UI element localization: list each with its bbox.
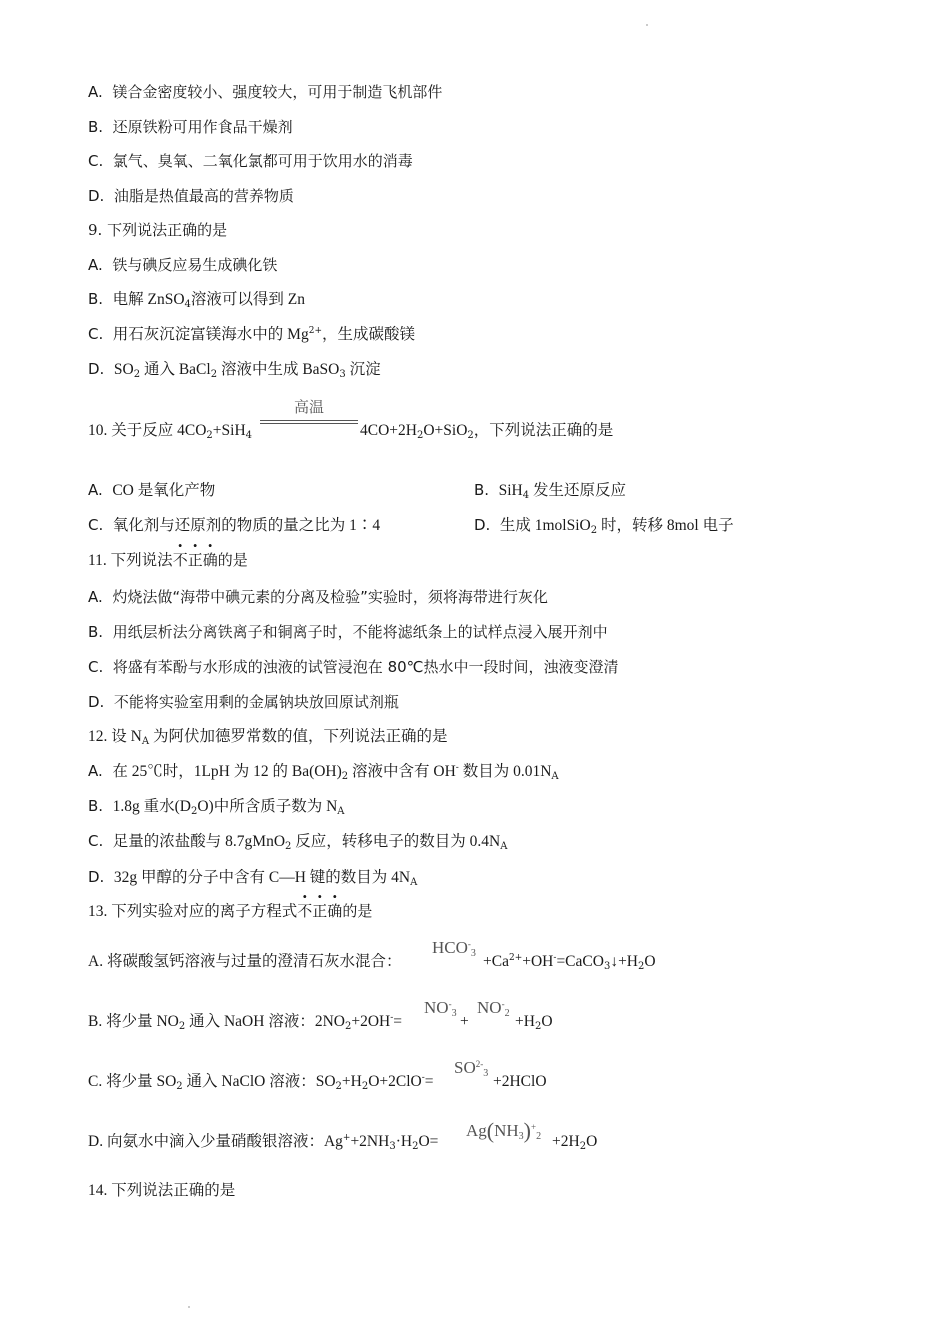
q8-option-a bbox=[88, 82, 442, 102]
option-text: 还原铁粉可用作食品干燥剂 bbox=[112, 118, 293, 136]
question-stem: 10. 关于反应 4CO bbox=[88, 422, 207, 439]
option-text: A. 将碳酸氢钙溶液与过量的澄清石灰水混合： bbox=[88, 953, 402, 970]
option-text: + bbox=[460, 1013, 469, 1030]
ion-symbol: HCO bbox=[432, 938, 468, 957]
ion-symbol: NH bbox=[494, 1121, 519, 1140]
q8-option-b bbox=[88, 117, 293, 137]
subscript: 2 bbox=[412, 1141, 419, 1152]
q12-stem bbox=[88, 726, 447, 747]
subscript: 3 bbox=[389, 1141, 396, 1152]
subscript: 2 bbox=[210, 369, 218, 380]
option-text: SiH bbox=[498, 482, 523, 499]
subscript: 2 bbox=[344, 1021, 352, 1032]
option-letter: D. bbox=[88, 868, 105, 886]
option-letter: B. bbox=[88, 118, 104, 136]
ion-no3 bbox=[424, 998, 457, 1018]
option-text: 将盛有苯酚与水形成的浊液的试管浸泡在 80℃热水中一段时间，浊液变澄清 bbox=[112, 658, 619, 676]
superscript: 2- bbox=[475, 1059, 484, 1069]
option-letter: B. bbox=[88, 290, 104, 308]
question-stem: +SiH bbox=[212, 422, 246, 439]
option-text: O bbox=[644, 953, 656, 970]
q13-stem bbox=[88, 901, 372, 922]
option-text: B. 将少量 NO bbox=[88, 1013, 179, 1030]
subscript: 2 bbox=[361, 1081, 369, 1092]
ion-symbol: NO bbox=[477, 998, 502, 1017]
option-text: +2H bbox=[552, 1133, 580, 1150]
option-text: O)中所含质子数为 N bbox=[197, 798, 338, 815]
page-mark-bottom bbox=[188, 1306, 190, 1308]
q13-option-a bbox=[88, 951, 401, 972]
option-text: 灼烧法做“海带中碘元素的分离及检验”实验时，须将海带进行灰化 bbox=[112, 588, 548, 606]
page-mark-top bbox=[646, 24, 648, 26]
option-text: 溶液中生成 BaSO bbox=[217, 361, 340, 378]
option-text: 生成 1molSiO bbox=[499, 517, 591, 534]
option-text: ↓+H bbox=[610, 953, 638, 970]
subscript: A bbox=[500, 841, 508, 852]
superscript: - bbox=[467, 939, 471, 949]
option-text: 反应，转移电子的数目为 0.4N bbox=[291, 833, 501, 850]
subscript: 3 bbox=[451, 1008, 457, 1019]
ion-silver-ammonia bbox=[466, 1118, 541, 1144]
option-letter: B. bbox=[474, 481, 490, 499]
ion-hco3 bbox=[432, 938, 476, 958]
option-letter: C. bbox=[88, 152, 104, 170]
q9-option-b bbox=[88, 289, 305, 310]
option-text: 1.8g 重水(D bbox=[112, 798, 191, 815]
option-text: 足量的浓盐酸与 8.7gMnO bbox=[112, 833, 286, 850]
emphasis-char: 确 bbox=[327, 902, 343, 920]
q13-option-b bbox=[88, 1011, 402, 1032]
paren-right: ) bbox=[523, 1118, 531, 1143]
option-text: = bbox=[393, 1013, 403, 1030]
subscript: 2 bbox=[285, 841, 292, 852]
subscript: 2 bbox=[590, 525, 598, 536]
subscript: 4 bbox=[245, 430, 253, 441]
option-letter: A. bbox=[88, 256, 103, 274]
question-stem: O+SiO bbox=[423, 422, 468, 439]
option-text: 铁与碘反应易生成碘化铁 bbox=[112, 256, 278, 274]
option-text: 数目为 0.01N bbox=[458, 763, 552, 780]
equals-line-top bbox=[260, 420, 358, 421]
option-text: 用石灰沉淀富镁海水中的 Mg bbox=[112, 326, 309, 343]
q9-stem bbox=[88, 220, 227, 240]
subscript: 2 bbox=[335, 1081, 342, 1092]
option-text: O= bbox=[418, 1133, 439, 1150]
question-stem: 的是 bbox=[342, 902, 373, 920]
option-text: = bbox=[424, 1073, 434, 1090]
option-text: +2OH bbox=[351, 1013, 391, 1030]
q10-option-a bbox=[88, 480, 215, 501]
superscript: 2+ bbox=[308, 326, 322, 336]
ion-symbol: NO bbox=[424, 998, 449, 1017]
q8-option-c bbox=[88, 151, 413, 171]
superscript: - bbox=[421, 1073, 425, 1083]
subscript: 2 bbox=[536, 1131, 542, 1142]
superscript: - bbox=[390, 1013, 394, 1023]
option-text: 通入 BaCl bbox=[140, 361, 211, 378]
option-letter: C. bbox=[88, 832, 104, 850]
option-letter: C. bbox=[88, 658, 104, 676]
q12-option-b bbox=[88, 796, 345, 817]
subscript: 2 bbox=[133, 369, 141, 380]
subscript: A bbox=[551, 771, 559, 782]
option-text: 电解 ZnSO bbox=[112, 291, 185, 308]
q10-option-b bbox=[474, 480, 626, 501]
superscript: 2+ bbox=[508, 953, 523, 963]
option-letter: A. bbox=[88, 481, 103, 499]
q12-option-d bbox=[88, 867, 417, 888]
subscript: 2 bbox=[504, 1008, 510, 1019]
subscript: 2 bbox=[416, 430, 424, 441]
q11-option-c bbox=[88, 657, 619, 677]
option-text: =CaCO bbox=[556, 953, 604, 970]
option-text: 氯气、臭氧、二氧化氯都可用于饮用水的消毒 bbox=[112, 152, 413, 170]
subscript: 2 bbox=[178, 1021, 186, 1032]
emphasis-char: 不 bbox=[297, 902, 313, 920]
q10-stem-right bbox=[360, 420, 613, 441]
option-text: 沉淀 bbox=[345, 361, 381, 378]
option-text: +H bbox=[515, 1013, 535, 1030]
subscript: 4 bbox=[522, 490, 530, 501]
equals-line-bottom bbox=[260, 423, 358, 424]
option-text: 溶液中含有 OH bbox=[348, 763, 456, 780]
option-text: ，生成碳酸镁 bbox=[322, 326, 416, 343]
superscript: - bbox=[448, 999, 452, 1009]
option-text: ·H bbox=[395, 1133, 413, 1150]
superscript: + bbox=[531, 1122, 537, 1132]
subscript: A bbox=[337, 806, 345, 817]
option-text: +OH bbox=[522, 953, 554, 970]
q11-stem bbox=[88, 550, 248, 571]
subscript: 2 bbox=[341, 771, 349, 782]
option-text: +2HClO bbox=[493, 1073, 547, 1090]
ion-symbol: Ag bbox=[466, 1121, 487, 1140]
subscript: 4 bbox=[184, 299, 191, 310]
q13-option-b-tail bbox=[515, 1011, 553, 1032]
option-text: SO bbox=[113, 361, 134, 378]
option-letter: D. bbox=[88, 693, 105, 711]
option-text: CO 是氧化产物 bbox=[112, 482, 216, 499]
option-text: 在 25℃时，1LpH 为 12 的 Ba(OH) bbox=[112, 763, 342, 780]
subscript: 3 bbox=[518, 1131, 524, 1142]
q13-option-c bbox=[88, 1071, 434, 1092]
option-text: +2NH bbox=[350, 1133, 390, 1150]
subscript: 2 bbox=[176, 1081, 183, 1092]
option-text: O+2ClO bbox=[368, 1073, 422, 1090]
emphasis-char: 确 bbox=[202, 551, 218, 569]
q12-option-c bbox=[88, 831, 507, 852]
option-text: 氧化剂与还原剂的物质的量之比为 1∶4 bbox=[112, 517, 381, 534]
ion-symbol: SO bbox=[454, 1058, 476, 1077]
option-text: 用纸层析法分离铁离子和铜离子时，不能将滤纸条上的试样点浸入展开剂中 bbox=[112, 623, 608, 641]
ion-no2 bbox=[477, 998, 510, 1018]
q9-option-c bbox=[88, 324, 415, 345]
question-stem: 11. 下列说法 bbox=[88, 552, 173, 569]
emphasis-char: 正 bbox=[312, 902, 328, 920]
option-letter: D. bbox=[88, 360, 105, 378]
q11-option-d bbox=[88, 692, 399, 712]
ion-so3 bbox=[454, 1058, 488, 1078]
option-letter: A. bbox=[88, 762, 103, 780]
option-text: 通入 NaClO 溶液：SO bbox=[182, 1073, 336, 1090]
question-stem: 12. 设 N bbox=[88, 728, 142, 745]
subscript: A bbox=[410, 877, 418, 888]
q14-stem bbox=[88, 1180, 235, 1201]
option-text: C. 将少量 SO bbox=[88, 1073, 177, 1090]
option-text: 油脂是热值最高的营养物质 bbox=[113, 187, 294, 205]
option-text: D. 向氨水中滴入少量硝酸银溶液：Ag bbox=[88, 1133, 343, 1150]
q13-option-d-tail bbox=[552, 1131, 597, 1152]
q11-option-a bbox=[88, 587, 548, 607]
q11-option-b bbox=[88, 622, 608, 642]
q10-stem-left bbox=[88, 420, 252, 441]
q13-option-c-tail bbox=[493, 1071, 547, 1092]
subscript: 2 bbox=[190, 806, 198, 817]
subscript: 2 bbox=[579, 1141, 587, 1152]
question-stem: 为阿伏加德罗常数的值，下列说法正确的是 bbox=[149, 728, 448, 745]
superscript: - bbox=[455, 763, 459, 773]
q9-option-d bbox=[88, 359, 381, 380]
option-text: 溶液可以得到 Zn bbox=[190, 291, 305, 308]
option-text: O bbox=[586, 1133, 598, 1150]
option-text: 32g 甲醇的分子中含有 C—H 键的数目为 4N bbox=[113, 869, 411, 886]
superscript: - bbox=[501, 999, 505, 1009]
option-text: +Ca bbox=[483, 953, 509, 970]
option-letter: A. bbox=[88, 83, 103, 101]
subscript: 2 bbox=[206, 430, 213, 441]
option-letter: B. bbox=[88, 797, 104, 815]
subscript: 3 bbox=[483, 1068, 489, 1079]
subscript: A bbox=[141, 736, 150, 747]
question-stem: 14. 下列说法正确的是 bbox=[88, 1182, 236, 1199]
subscript: 3 bbox=[470, 948, 476, 959]
question-stem: 4CO+2H bbox=[360, 422, 417, 439]
question-stem: 13. 下列实验对应的离子方程式 bbox=[88, 903, 298, 920]
q10-option-d bbox=[474, 515, 734, 536]
emphasis-char: 不 bbox=[172, 551, 188, 569]
q8-option-d bbox=[88, 186, 294, 206]
emphasis-char: 正 bbox=[187, 551, 203, 569]
question-stem: 9. 下列说法正确的是 bbox=[88, 221, 228, 239]
subscript: 2 bbox=[534, 1021, 542, 1032]
subscript: 2 bbox=[638, 961, 645, 972]
q13-option-d bbox=[88, 1131, 438, 1152]
option-text: 发生还原反应 bbox=[529, 482, 626, 499]
option-letter: D. bbox=[474, 516, 491, 534]
subscript: 3 bbox=[339, 369, 346, 380]
option-text: +H bbox=[341, 1073, 362, 1090]
option-text: O bbox=[541, 1013, 553, 1030]
q9-option-a bbox=[88, 255, 277, 275]
subscript: 3 bbox=[603, 961, 611, 972]
option-letter: A. bbox=[88, 588, 103, 606]
option-text: 镁合金密度较小、强度较大，可用于制造飞机部件 bbox=[112, 83, 443, 101]
question-stem: ，下列说法正确的是 bbox=[473, 422, 614, 439]
superscript: + bbox=[342, 1133, 351, 1143]
option-text: 通入 NaOH 溶液：2NO bbox=[185, 1013, 345, 1030]
subscript: 2 bbox=[467, 430, 474, 441]
plus-sign bbox=[460, 1011, 469, 1032]
q12-option-a bbox=[88, 761, 559, 782]
option-letter: C. bbox=[88, 516, 104, 534]
option-text: 时，转移 8mol 电子 bbox=[597, 517, 734, 534]
condition-label: 高温 bbox=[293, 398, 324, 416]
option-letter: C. bbox=[88, 325, 104, 343]
option-text: 不能将实验室用剩的金属钠块放回原试剂瓶 bbox=[113, 693, 399, 711]
superscript: - bbox=[553, 953, 557, 963]
q13-option-a-eq bbox=[483, 951, 656, 972]
reaction-condition bbox=[260, 398, 358, 428]
option-letter: D. bbox=[88, 187, 105, 205]
question-stem: 的是 bbox=[217, 551, 248, 569]
paren-left: ( bbox=[486, 1118, 495, 1143]
option-letter: B. bbox=[88, 623, 104, 641]
q10-option-c bbox=[88, 515, 380, 536]
